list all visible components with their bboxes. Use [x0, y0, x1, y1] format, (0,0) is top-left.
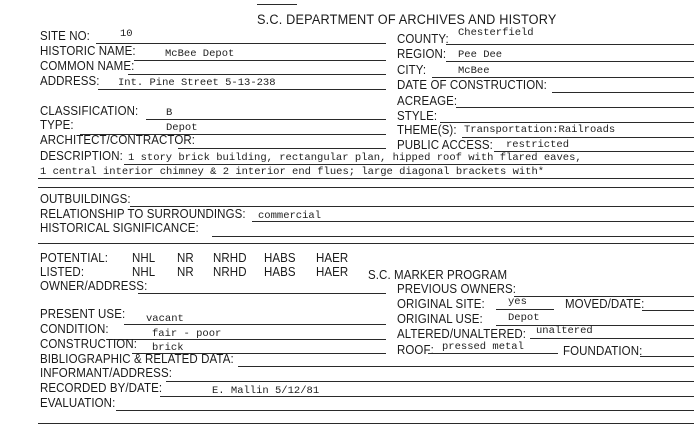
date-of-construction-label: DATE OF CONSTRUCTION: — [397, 78, 547, 92]
roof-label: ROOF: — [397, 343, 434, 357]
description-line-2: 1 central interior chimney & 2 interior end flues; large diagonal brackets with* — [40, 166, 545, 178]
listed-nr: NR — [177, 265, 194, 279]
city-label: CITY: — [397, 63, 427, 77]
roof-value: pressed metal — [442, 341, 524, 353]
significance-line-2 — [38, 243, 694, 244]
description-underline-1 — [124, 164, 694, 165]
altered-value: unaltered — [536, 325, 593, 337]
address-label: ADDRESS: — [40, 74, 100, 88]
classification-label: CLASSIFICATION: — [40, 104, 139, 118]
informant-line — [166, 381, 694, 382]
condition-line — [110, 339, 386, 340]
significance-label: HISTORICAL SIGNIFICANCE: — [40, 221, 199, 235]
original-use-line — [496, 325, 694, 326]
county-line — [446, 44, 694, 45]
type-value: Depot — [166, 122, 198, 134]
style-label: STYLE: — [397, 109, 438, 123]
region-line — [446, 61, 694, 62]
classification-value: B — [166, 107, 173, 119]
listed-label: LISTED: — [40, 265, 85, 279]
altered-line — [530, 338, 694, 339]
bibliographic-label: BIBLIOGRAPHIC & RELATED DATA: — [40, 352, 234, 366]
roof-line — [428, 353, 558, 354]
condition-label: CONDITION: — [40, 322, 109, 336]
construction-label: CONSTRUCTION: — [40, 337, 138, 351]
common-name-label: COMMON NAME: — [40, 59, 135, 73]
historic-name-line — [134, 60, 386, 61]
type-label: TYPE: — [40, 118, 74, 132]
original-site-line — [496, 309, 554, 310]
public-access-label: PUBLIC ACCESS: — [397, 138, 493, 152]
potential-nhl: NHL — [132, 251, 156, 265]
architect-line — [178, 148, 386, 149]
construction-value: brick — [152, 342, 184, 354]
public-access-value: restricted — [506, 139, 570, 151]
significance-line — [212, 236, 694, 237]
relationship-line — [252, 221, 694, 222]
themes-value: Transportation:Railroads — [464, 124, 616, 136]
description-label: DESCRIPTION: — [40, 149, 123, 163]
county-value: Chesterfield — [458, 27, 534, 39]
date-of-construction-line — [552, 92, 694, 93]
present-use-line — [124, 324, 386, 325]
original-site-value: yes — [508, 296, 527, 308]
listed-habs: HABS — [264, 265, 296, 279]
classification-line — [146, 119, 386, 120]
relationship-value: commercial — [258, 210, 322, 222]
bibliographic-line — [238, 366, 694, 367]
region-label: REGION: — [397, 47, 447, 61]
potential-nrhd: NRHD — [213, 251, 247, 265]
title-underline — [257, 4, 297, 5]
foundation-label: FOUNDATION: — [563, 344, 643, 358]
previous-owners-label: PREVIOUS OWNERS: — [397, 282, 517, 296]
condition-value: fair - poor — [152, 328, 222, 340]
site-no-value: 10 — [120, 28, 133, 40]
region-value: Pee Dee — [458, 49, 503, 61]
description-underline-2 — [38, 178, 694, 179]
present-use-value: vacant — [146, 313, 184, 325]
outbuildings-label: OUTBUILDINGS: — [40, 192, 131, 206]
themes-line — [462, 137, 694, 138]
site-no-line — [96, 43, 386, 44]
description-underline-3 — [38, 187, 694, 188]
foundation-line — [640, 356, 694, 357]
architect-label: ARCHITECT/CONTRACTOR: — [40, 133, 196, 147]
site-no-label: SITE NO: — [40, 29, 90, 43]
acreage-label: ACREAGE: — [397, 94, 458, 108]
owner-address-line — [138, 293, 386, 294]
informant-label: INFORMANT/ADDRESS: — [40, 366, 173, 380]
evaluation-label: EVALUATION: — [40, 396, 116, 410]
original-use-label: ORIGINAL USE: — [397, 312, 483, 326]
city-value: McBee — [458, 65, 490, 77]
style-line — [440, 122, 694, 123]
moved-date-line — [642, 310, 694, 311]
common-name-line — [128, 74, 386, 75]
recorded-by-label: RECORDED BY/DATE: — [40, 381, 163, 395]
historic-name-label: HISTORIC NAME: — [40, 44, 136, 58]
moved-date-label: MOVED/DATE: — [565, 297, 645, 311]
description-line-1: 1 story brick building, rectangular plan, hipped roof with flared eaves, — [128, 152, 582, 164]
original-site-label: ORIGINAL SITE: — [397, 297, 485, 311]
altered-label: ALTERED/UNALTERED: — [397, 327, 527, 341]
sc-marker-label: S.C. MARKER PROGRAM — [368, 268, 508, 282]
listed-nhl: NHL — [132, 265, 156, 279]
original-use-value: Depot — [508, 312, 540, 324]
present-use-label: PRESENT USE: — [40, 307, 126, 321]
evaluation-line — [116, 410, 694, 411]
potential-haer: HAER — [316, 251, 349, 265]
listed-haer: HAER — [316, 265, 349, 279]
recorded-by-line — [160, 396, 694, 397]
evaluation-line-2 — [38, 423, 694, 424]
address-line — [98, 89, 386, 90]
potential-nr: NR — [177, 251, 194, 265]
potential-habs: HABS — [264, 251, 296, 265]
acreage-line — [456, 107, 694, 108]
county-label: COUNTY: — [397, 32, 449, 46]
owner-address-label: OWNER/ADDRESS: — [40, 279, 148, 293]
historic-name-value: McBee Depot — [165, 48, 235, 60]
potential-label: POTENTIAL: — [40, 251, 109, 265]
listed-nrhd: NRHD — [213, 265, 247, 279]
relationship-label: RELATIONSHIP TO SURROUNDINGS: — [40, 207, 246, 221]
address-value: Int. Pine Street 5-13-238 — [118, 77, 276, 89]
themes-label: THEME(S): — [397, 123, 457, 137]
form-title: S.C. DEPARTMENT OF ARCHIVES AND HISTORY — [257, 12, 557, 27]
recorded-by-value: E. Mallin 5/12/81 — [212, 385, 320, 397]
